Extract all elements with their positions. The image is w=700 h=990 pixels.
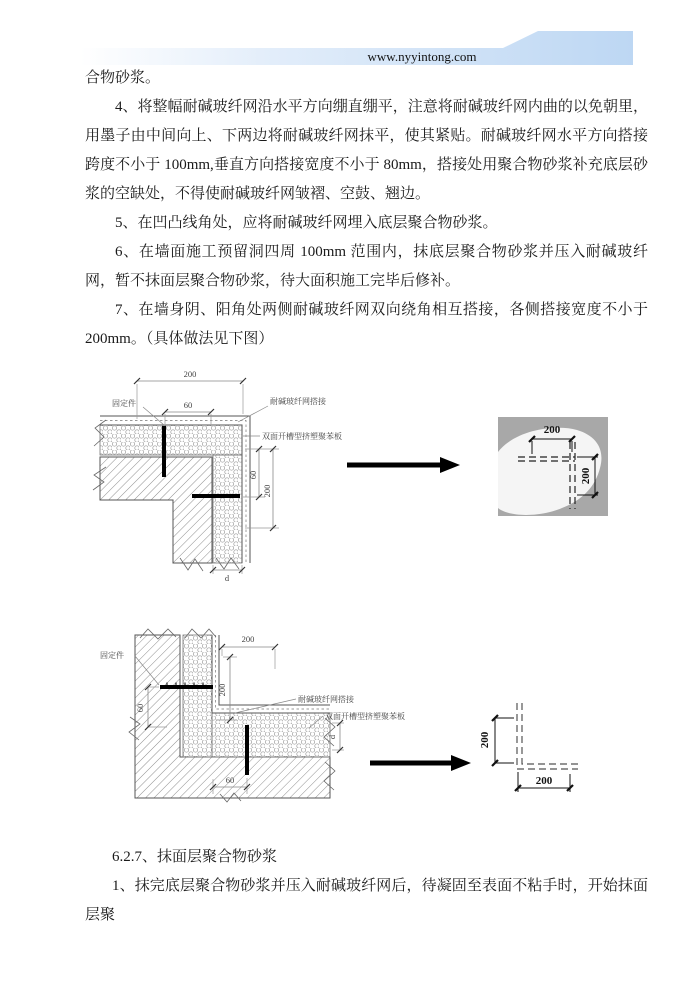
paragraph-7: 7、在墙身阴、阳角处两侧耐碱玻纤网双向绕角相互搭接，各侧搭接宽度不小于 200mm。（具体做法见下图） xyxy=(85,302,648,347)
label-fixing: 固定件 xyxy=(112,399,136,408)
wall-section-drawing xyxy=(93,369,342,583)
body-text xyxy=(85,64,648,354)
dim-top: 200 xyxy=(241,634,255,644)
mesh-wrap-dashed-lines xyxy=(517,703,578,769)
header-website-text: www.nyyintong.com xyxy=(367,49,477,64)
header-banner-shape xyxy=(80,31,633,65)
right-arrow xyxy=(347,457,460,473)
section-627 xyxy=(85,843,648,930)
label-fixing: 固定件 xyxy=(100,651,124,660)
corner-sketch xyxy=(479,703,578,792)
dim-bottom: 60 xyxy=(225,775,235,785)
section-paragraph-1: 1、抹完底层聚合物砂浆并压入耐碱玻纤网后，待凝固至表面不粘手时，开始抹面层聚 xyxy=(85,878,648,923)
dim-side-inner: 60 xyxy=(248,470,258,480)
photo-dim-side: 200 xyxy=(580,467,592,485)
inner-corner-detail-diagram xyxy=(85,612,645,832)
sketch-dim-bottom: 200 xyxy=(535,775,553,787)
dim-thickness: d xyxy=(224,573,230,583)
arrow-head xyxy=(451,755,471,771)
paragraph-continuation: 合物砂浆。 xyxy=(85,70,161,86)
dim-side-outer: 200 xyxy=(262,484,272,498)
wall-section-drawing xyxy=(100,629,405,802)
label-mesh-overlap: 耐碱玻纤网搭接 xyxy=(298,695,354,704)
paragraph-4: 4、将整幅耐碱玻纤网沿水平方向绷直绷平，注意将耐碱玻纤网内曲的以免朝里，用墨子由中间向上、下两边将耐碱玻纤网抹平，使其紧贴。耐碱玻纤网水平方向搭接跨度不小于 100mm,垂直方向搭接宽度不小于 80mm，搭接处用聚合物砂浆补充底层砂浆的空缺处，不得使耐碱玻纤网皱褶、空鼓、翘边。 xyxy=(85,99,648,202)
paragraph-6: 6、在墙面施工预留洞四周 100mm 范围内，抹底层聚合物砂浆并压入耐碱玻纤网，暂不抹面层聚合物砂浆，待大面积施工完毕后修补。 xyxy=(85,244,648,289)
arrow-head xyxy=(440,457,460,473)
right-arrow xyxy=(370,755,471,771)
dim-thickness: d xyxy=(327,734,337,740)
label-board: 双面开槽型挤塑聚苯板 xyxy=(325,712,405,721)
label-mesh-overlap: 耐碱玻纤网搭接 xyxy=(270,397,326,406)
outer-corner-detail-diagram xyxy=(85,362,645,602)
photo-dim-top: 200 xyxy=(543,424,561,436)
label-board: 双面开槽型挤塑聚苯板 xyxy=(262,432,342,441)
dim-top: 200 xyxy=(183,369,197,379)
concrete-wall xyxy=(100,457,212,563)
insulation-board-top xyxy=(100,425,242,455)
dim-vertical: 200 xyxy=(217,683,227,697)
insulation-board-vertical xyxy=(183,635,212,757)
paragraph-5: 5、在凹凸线角处，应将耐碱玻纤网埋入底层聚合物砂浆。 xyxy=(115,215,498,231)
sketch-dim-vertical: 200 xyxy=(479,731,491,749)
dim-anchor-spacing: 60 xyxy=(183,400,193,410)
section-heading: 6.2.7、抹面层聚合物砂浆 xyxy=(112,849,278,865)
insulation-board-right xyxy=(213,455,242,563)
corner-photo xyxy=(498,417,608,516)
dim-left: 60 xyxy=(135,703,145,713)
